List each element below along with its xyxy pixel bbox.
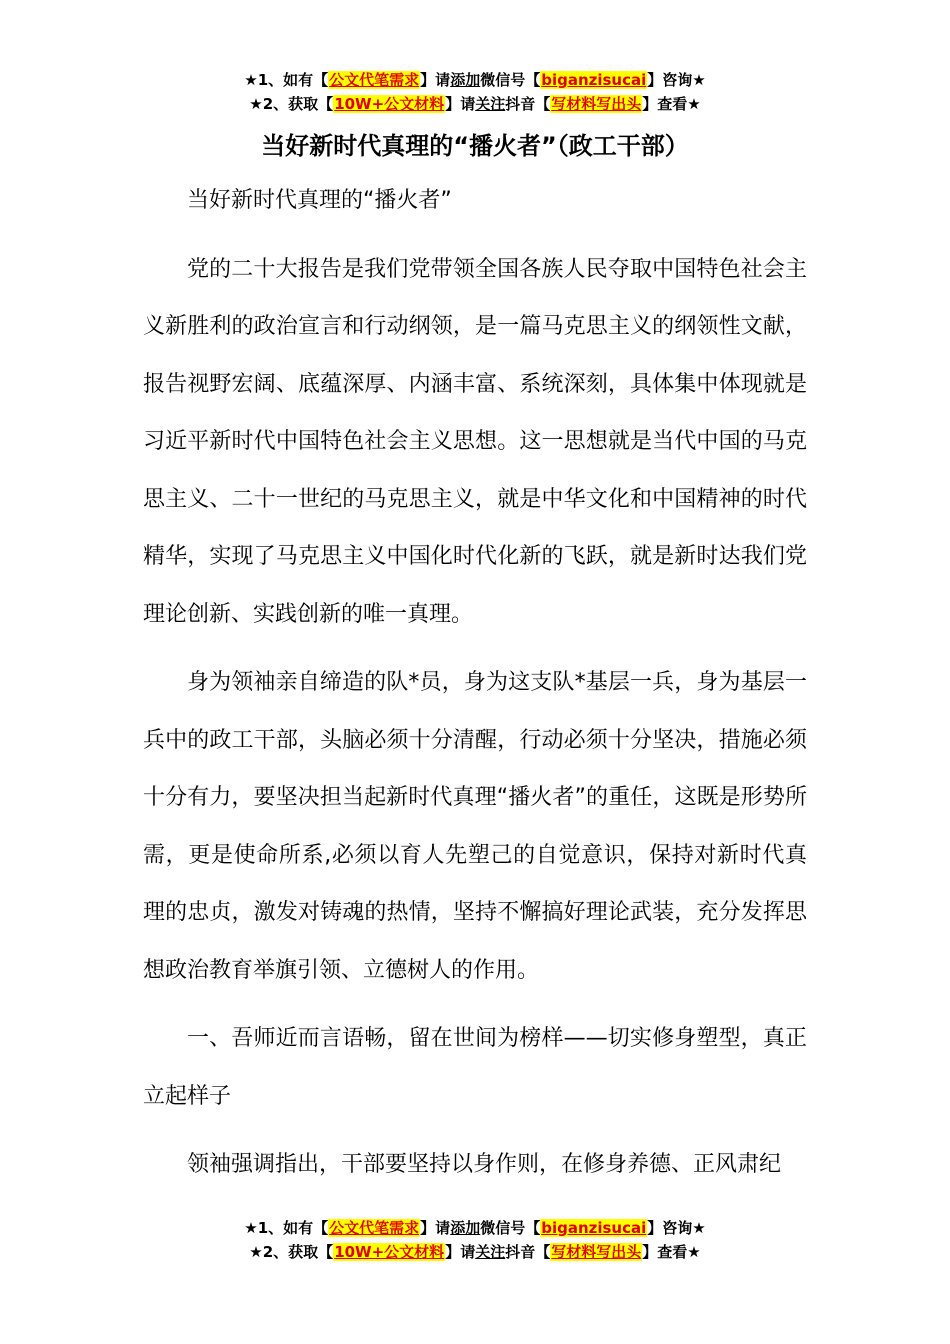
underlined-text: 添加 — [450, 1219, 481, 1237]
banner-text: 】请 — [445, 95, 476, 113]
header-banner-line-2 — [0, 92, 950, 116]
banner-text: 】请 — [420, 71, 451, 89]
header-banner-line-1 — [0, 68, 950, 92]
underlined-text: 关注 — [475, 1243, 506, 1261]
banner-text: ★1、如有【 — [244, 1219, 329, 1237]
footer-banner-line-1 — [0, 1216, 950, 1240]
banner-text: 抖音【 — [505, 95, 551, 113]
paragraph: 当好新时代真理的“播火者” — [187, 188, 452, 213]
highlighted-text: 10W+公文材料 — [334, 1243, 445, 1261]
footer-banner — [0, 1216, 950, 1264]
banner-text: 】咨询★ — [647, 71, 706, 89]
highlighted-text: 公文代笔需求 — [329, 71, 420, 89]
highlighted-text: biganzisucai — [541, 71, 647, 89]
banner-text: ★2、获取【 — [249, 1243, 334, 1261]
document-body — [143, 172, 807, 1194]
highlighted-text: 10W+公文材料 — [334, 95, 445, 113]
banner-text: 微信号【 — [480, 1219, 541, 1237]
highlighted-text: biganzisucai — [541, 1219, 647, 1237]
banner-text: 抖音【 — [505, 1243, 551, 1261]
header-banner — [0, 68, 950, 116]
banner-text: 】请 — [445, 1243, 476, 1261]
highlighted-text: 写材料写出头 — [551, 95, 642, 113]
banner-text: 】请 — [420, 1219, 451, 1237]
banner-text: ★1、如有【 — [244, 71, 329, 89]
footer-banner-line-2 — [0, 1240, 950, 1264]
paragraph: 领袖强调指出，干部要坚持以身作则，在修身养德、正风肃纪 — [187, 1152, 782, 1177]
banner-text: 微信号【 — [480, 71, 541, 89]
banner-text: ★2、获取【 — [249, 95, 334, 113]
banner-text: 】咨询★ — [647, 1219, 706, 1237]
banner-text: 】查看★ — [642, 1243, 701, 1261]
paragraph: 身为领袖亲自缔造的队*员，身为这支队*基层一兵，身为基层一兵中的政工干部，头脑必须十分清醒，行动必须十分坚决，措施必须十分有力，要坚决担当起新时代真理“播火者”的重任，这既是形势所需，更是使命所系,必须以育人先塑己的自觉意识，保持对新时代真理的忠贞，激发对铸魂的热情，坚持不懈搞好理论武装，充分发挥思想政治教育举旗引领、立德树人的作用。 — [143, 670, 807, 983]
underlined-text: 添加 — [450, 71, 481, 89]
document-title: 当好新时代真理的“播火者”（政工干部） — [261, 132, 689, 160]
underlined-text: 关注 — [475, 95, 506, 113]
banner-text: 】查看★ — [642, 95, 701, 113]
paragraph: 党的二十大报告是我们党带领全国各族人民夺取中国特色社会主义新胜利的政治宣言和行动纲领，是一篇马克思主义的纲领性文献，报告视野宏阔、底蕴深厚、内涵丰富、系统深刻，具体集中体现就是习近平新时代中国特色社会主义思想。这一思想就是当代中国的马克思主义、二十一世纪的马克思主义，就是中华文化和中国精神的时代精华，实现了马克思主义中国化时代化新的飞跃，就是新时达我们党理论创新、实践创新的唯一真理。 — [143, 256, 807, 627]
highlighted-text: 公文代笔需求 — [329, 1219, 420, 1237]
section-heading: 一、吾师近而言语畅，留在世间为榜样——切实修身塑型，真正立起样子 — [143, 1026, 807, 1109]
highlighted-text: 写材料写出头 — [551, 1243, 642, 1261]
